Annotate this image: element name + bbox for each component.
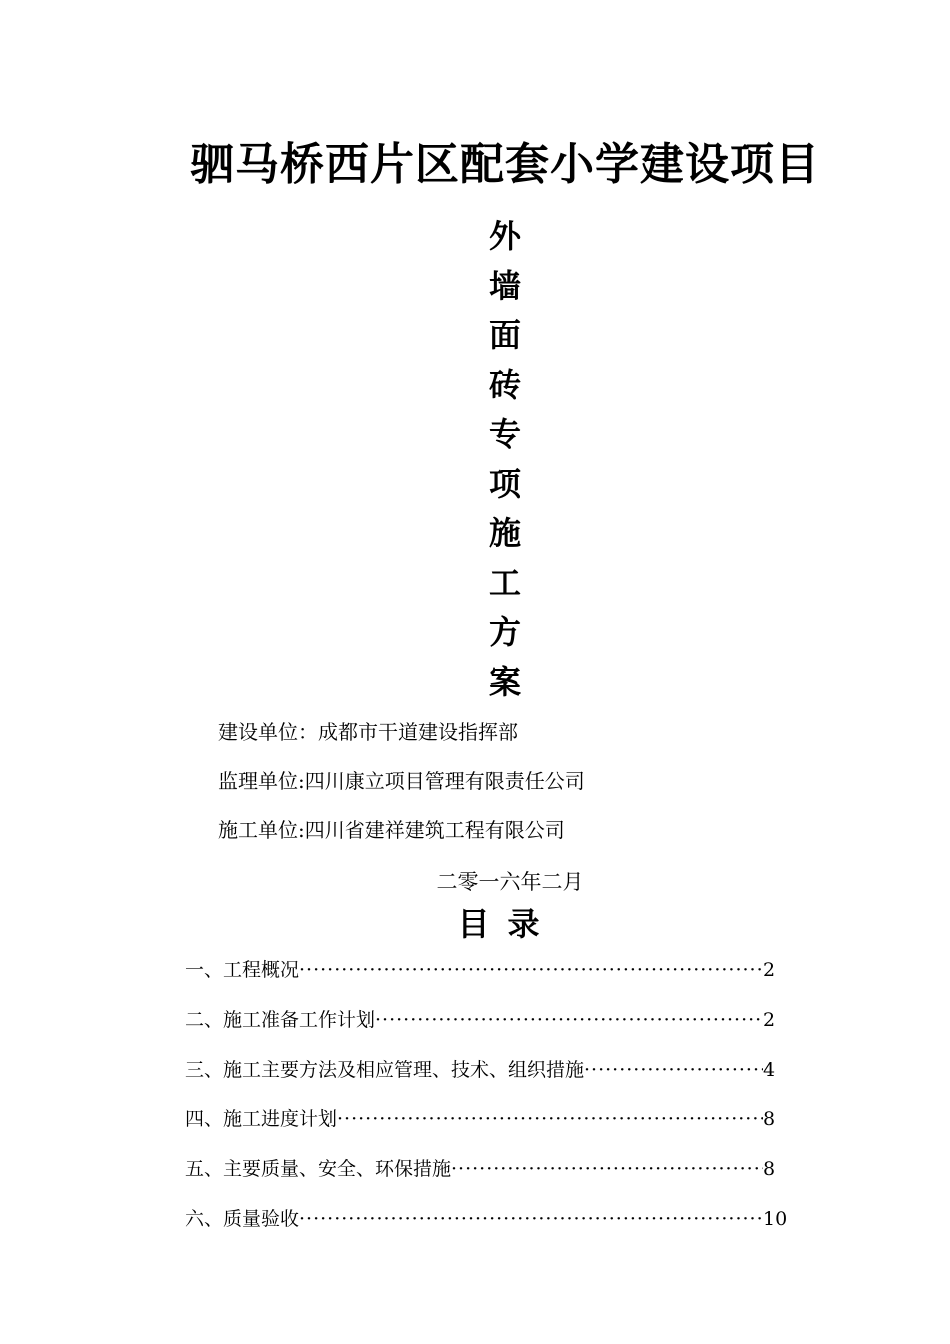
- contractor-unit-line: 施工单位:四川省建祥建筑工程有限公司: [218, 818, 565, 842]
- subtitle-char: 墙: [488, 266, 521, 305]
- toc-entry-page: 8: [763, 1158, 776, 1181]
- toc-entry-page: 10: [763, 1207, 788, 1230]
- toc-entry-title: 二、施工准备工作计划: [185, 1008, 376, 1031]
- construction-unit-line: 建设单位：成都市干道建设指挥部: [218, 720, 518, 744]
- subtitle-char: 方: [488, 613, 521, 651]
- toc-entry[interactable]: [185, 1104, 785, 1154]
- toc-leader-dots: [299, 955, 763, 985]
- toc-entry-page: 2: [763, 1008, 776, 1031]
- toc-leader-dots: [584, 1055, 763, 1085]
- toc-leader-dots: [299, 1204, 763, 1234]
- document-subtitle-vertical: [470, 212, 540, 707]
- subtitle-char: 工: [488, 563, 521, 602]
- toc-entry-page: 4: [763, 1058, 776, 1081]
- toc-leader-dots: [337, 1104, 763, 1134]
- subtitle-char: 外: [488, 217, 521, 255]
- subtitle-char: 砖: [488, 365, 521, 404]
- toc-entry-title: 三、施工主要方法及相应管理、技术、组织措施: [185, 1058, 585, 1081]
- toc-entry-title: 六、质量验收: [185, 1207, 300, 1230]
- project-title: 驷马桥西片区配套小学建设项目: [190, 139, 820, 190]
- toc-entry[interactable]: [185, 1055, 785, 1105]
- toc-entry-page: 8: [763, 1108, 776, 1131]
- toc-heading: 目录: [457, 905, 558, 943]
- toc-entry-page: 2: [763, 959, 776, 981]
- toc-entry-title: 五、主要质量、安全、环保措施: [185, 1158, 452, 1181]
- subtitle-char: 面: [488, 316, 521, 354]
- toc-entry-title: 一、工程概况: [185, 959, 300, 981]
- toc-entry-title: 四、施工进度计划: [185, 1108, 338, 1131]
- toc-leader-dots: [375, 1005, 763, 1035]
- toc-leader-dots: [451, 1154, 763, 1184]
- table-of-contents: [185, 955, 788, 1254]
- supervision-unit-line: 监理单位:四川康立项目管理有限责任公司: [218, 769, 585, 793]
- subtitle-char: 专: [488, 415, 521, 453]
- subtitle-char: 施: [488, 514, 521, 552]
- toc-entry[interactable]: [185, 1154, 785, 1204]
- toc-entry[interactable]: [185, 1204, 788, 1254]
- subtitle-char: 案: [488, 662, 521, 701]
- subtitle-char: 项: [488, 464, 521, 503]
- toc-entry[interactable]: [185, 1005, 785, 1055]
- toc-entry[interactable]: [185, 955, 785, 1005]
- document-date: 二零一六年二月: [436, 870, 584, 894]
